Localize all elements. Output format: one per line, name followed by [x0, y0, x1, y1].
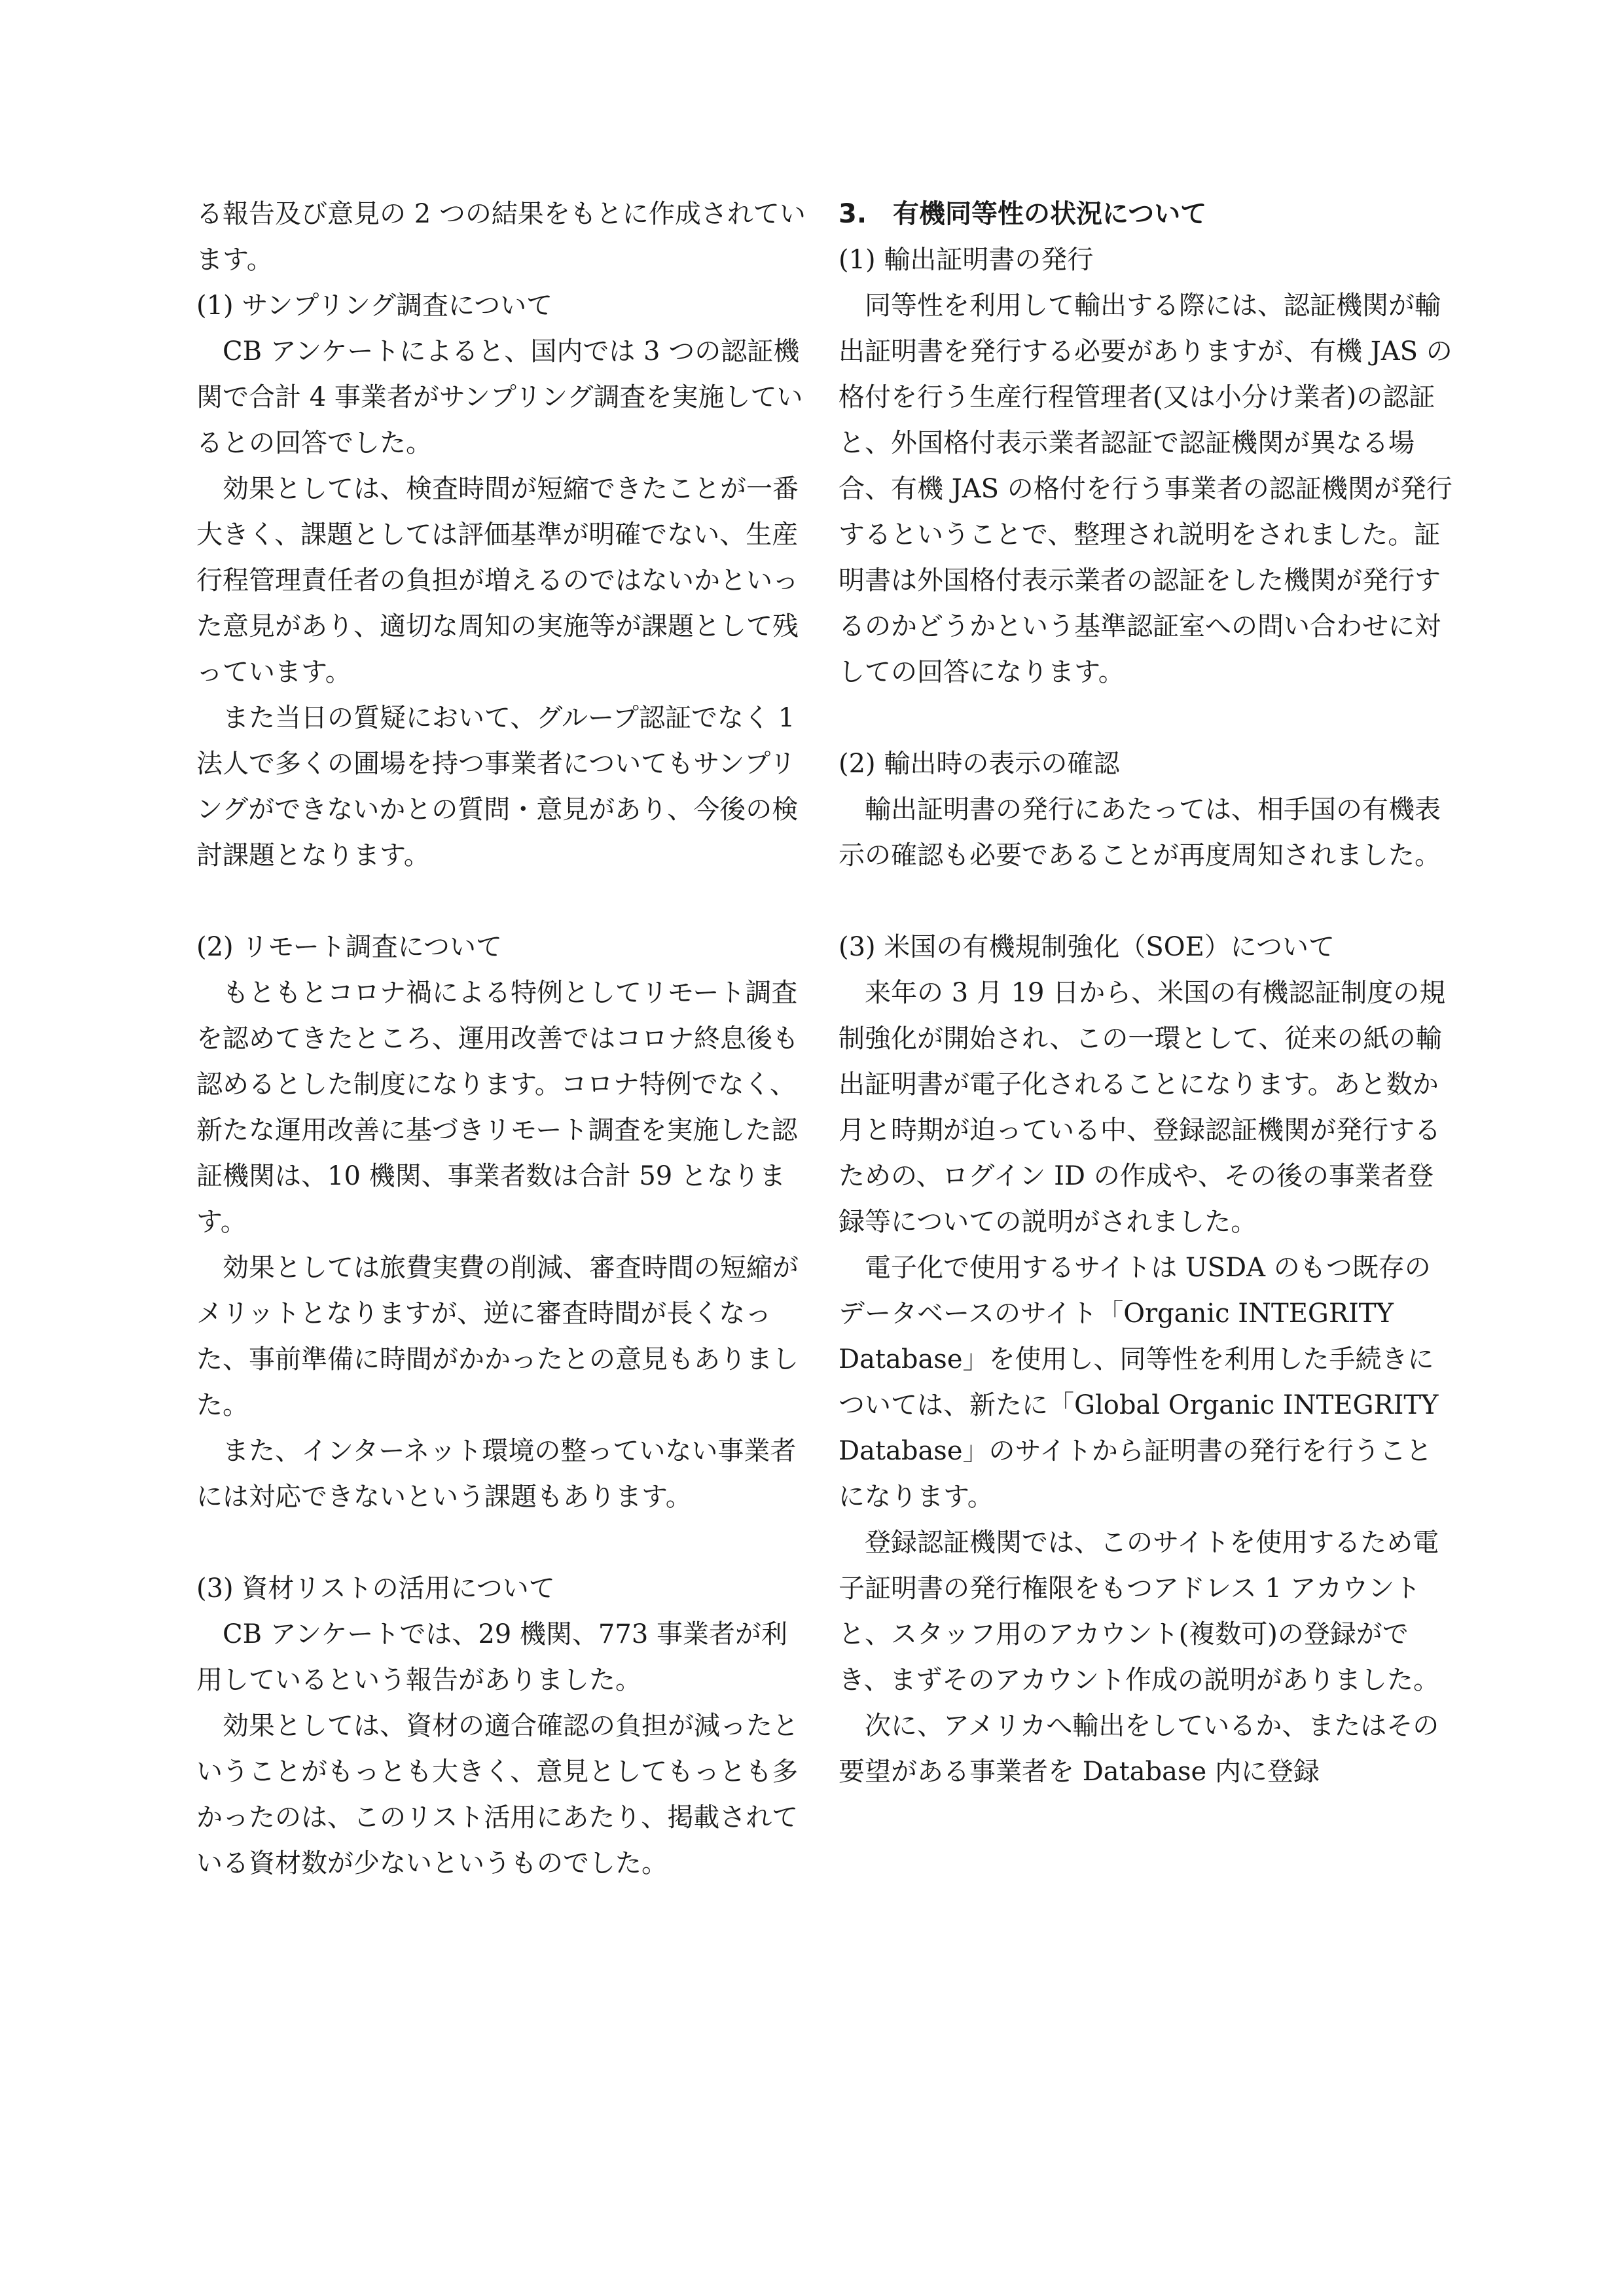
left-column: [196, 191, 812, 1886]
soe-paragraph-3: 登録認証機関では、このサイトを使用するため電子証明書の発行権限をもつアドレス 1 アカウントと、スタッフ用のアカウント(複数可)の登録ができ、まずそのアカウント作成の説明がありました。: [839, 1528, 1439, 1695]
soe-heading: (3) 米国の有機規制強化（SOE）について: [839, 932, 1335, 962]
soe-paragraph-1: 来年の 3 月 19 日から、米国の有機認証制度の規制強化が開始され、この一環として、従来の紙の輸出証明書が電子化されることになります。あと数か月と時期が迫っている中、登録認証機関が発行するための、ログイン ID の作成や、その後の事業者登録等についての説明がされました。: [839, 978, 1446, 1237]
export-cert-paragraph: 同等性を利用して輸出する際には、認証機関が輸出証明書を発行する必要がありますが、有機 JAS の格付を行う生産行程管理者(又は小分け業者)の認証と、外国格付表示業者認証で認証機関が異なる場合、有機 JAS の格付を行う事業者の認証機関が発行するということで、整理され説明をされました。証明書は外国格付表示業者の認証をした機関が発行するのかどうかという基準認証室への問い合わせに対しての回答になります。: [839, 291, 1453, 687]
spacer: [839, 878, 1454, 924]
soe-paragraph-2: 電子化で使用するサイトは USDA のもつ既存のデータベースのサイト「Organic INTEGRITY Database」を使用し、同等性を利用した手続きについては、新たに「Global Organic INTEGRITY Database」のサイトから証明書の発行を行うことになります。: [839, 1253, 1439, 1512]
sampling-paragraph-1: CB アンケートによると、国内では 3 つの認証機関で合計 4 事業者がサンプリング調査を実施しているとの回答でした。: [196, 336, 803, 458]
right-column: [839, 191, 1454, 1795]
continuation-text: る報告及び意見の 2 つの結果をもとに作成されています。: [196, 199, 806, 275]
materials-paragraph-2: 効果としては、資材の適合確認の負担が減ったということがもっとも大きく、意見としてもっとも多かったのは、このリスト活用にあたり、掲載されている資材数が少ないというものでした。: [196, 1711, 799, 1878]
section-heading: 3. 有機同等性の状況について: [839, 199, 1207, 229]
sampling-heading: (1) サンプリング調査について: [196, 291, 553, 321]
spacer: [196, 1520, 812, 1566]
remote-heading: (2) リモート調査について: [196, 932, 502, 962]
sampling-paragraph-2: 効果としては、検査時間が短縮できたことが一番大きく、課題としては評価基準が明確でない、生産行程管理責任者の負担が増えるのではないかといった意見があり、適切な周知の実施等が課題として残っています。: [196, 474, 799, 687]
materials-heading: (3) 資材リストの活用について: [196, 1573, 555, 1604]
spacer: [196, 878, 812, 924]
label-check-heading: (2) 輸出時の表示の確認: [839, 749, 1120, 779]
export-cert-heading: (1) 輸出証明書の発行: [839, 245, 1094, 275]
label-check-paragraph: 輸出証明書の発行にあたっては、相手国の有機表示の確認も必要であることが再度周知されました。: [839, 795, 1441, 870]
sampling-paragraph-3: また当日の質疑において、グループ認証でなく 1 法人で多くの圃場を持つ事業者についてもサンプリングができないかとの質問・意見があり、今後の検討課題となります。: [196, 703, 799, 870]
materials-paragraph-1: CB アンケートでは、29 機関、773 事業者が利用しているという報告がありました。: [196, 1619, 787, 1695]
spacer: [839, 695, 1454, 741]
remote-paragraph-3: また、インターネット環境の整っていない事業者には対応できないという課題もあります。: [196, 1436, 797, 1512]
soe-paragraph-4: 次に、アメリカへ輸出をしているか、またはその要望がある事業者を Database 内に登録: [839, 1711, 1439, 1787]
remote-paragraph-1: もともとコロナ禍による特例としてリモート調査を認めてきたところ、運用改善ではコロナ終息後も認めるとした制度になります。コロナ特例でなく、新たな運用改善に基づきリモート調査を実施した認証機関は、10 機関、事業者数は合計 59 となります。: [196, 978, 799, 1237]
remote-paragraph-2: 効果としては旅費実費の削減、審査時間の短縮がメリットとなりますが、逆に審査時間が長くなった、事前準備に時間がかかったとの意見もありました。: [196, 1253, 799, 1420]
